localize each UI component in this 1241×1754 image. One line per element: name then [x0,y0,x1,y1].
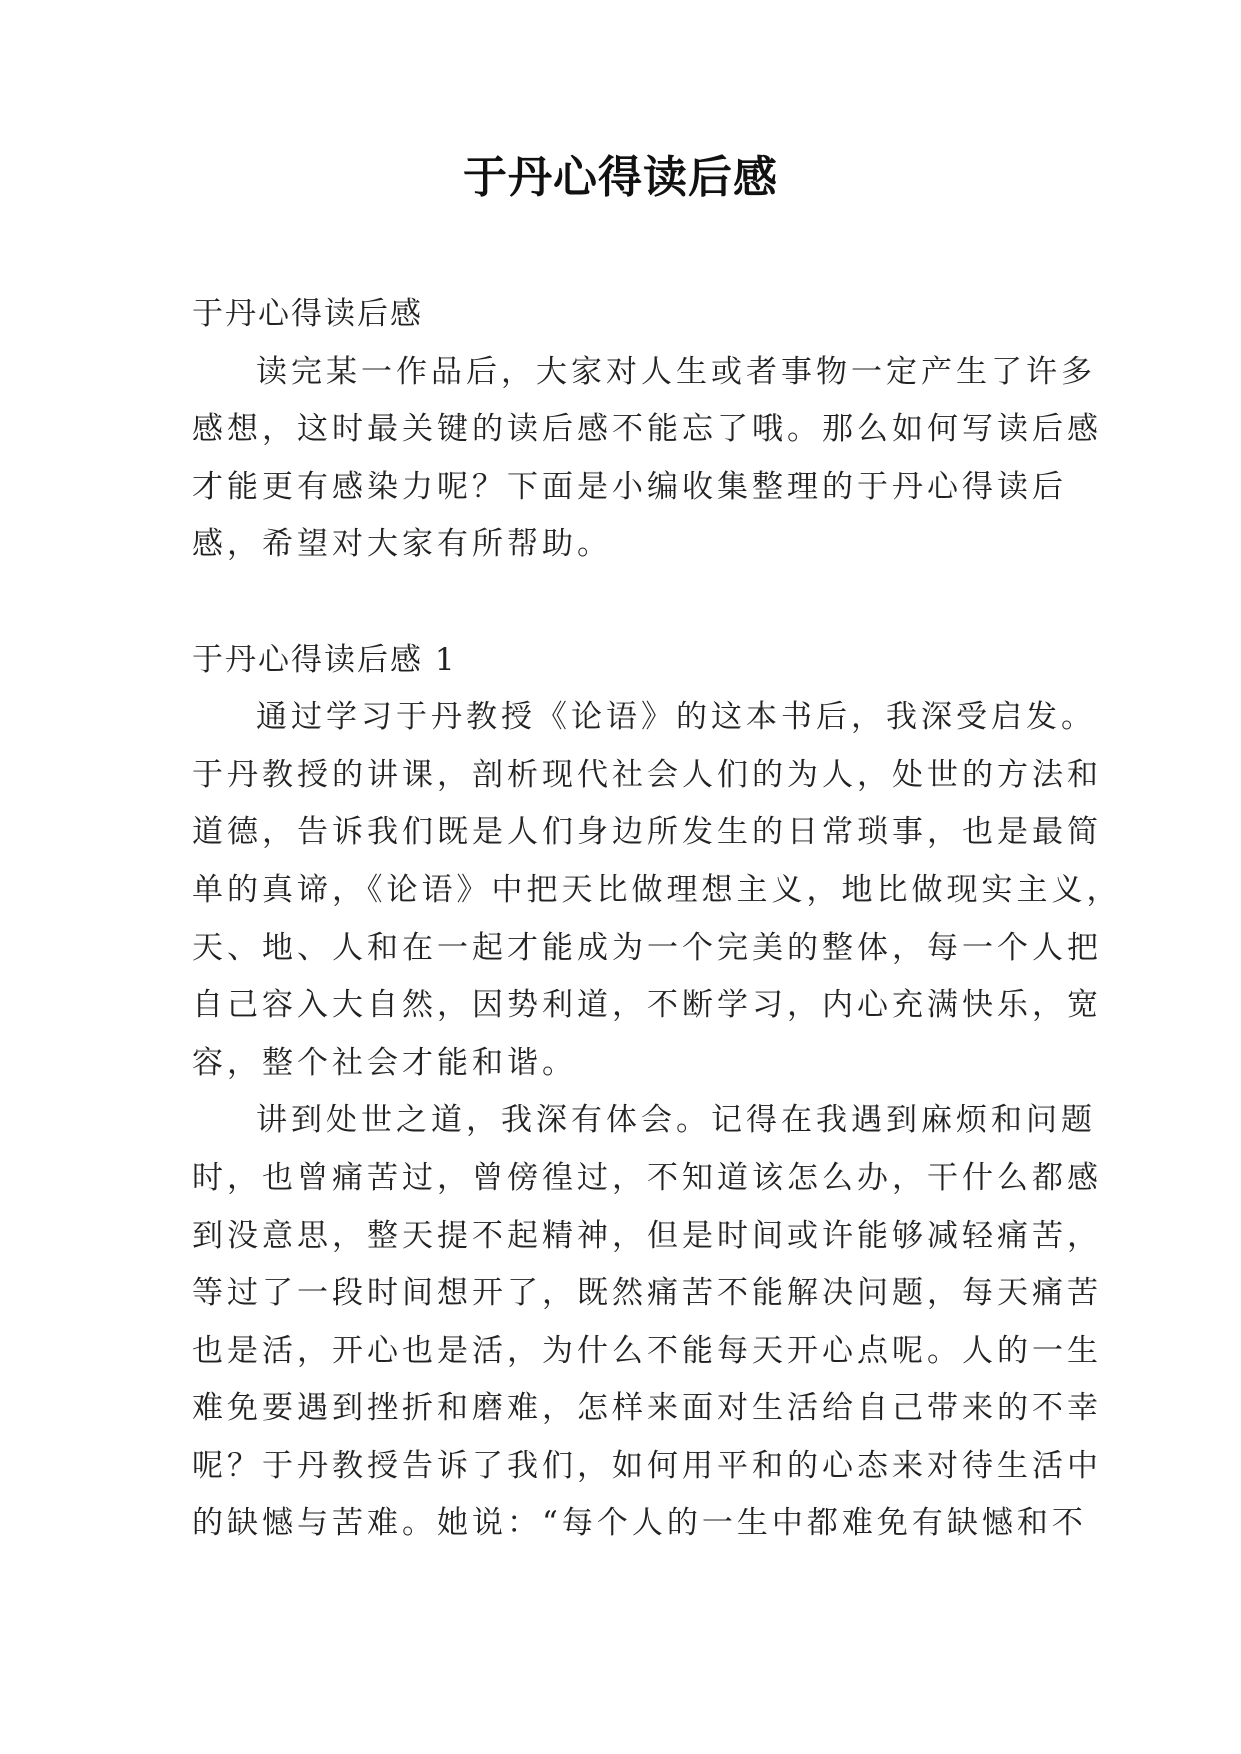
paragraph-line: 时，也曾痛苦过，曾傍徨过，不知道该怎么办，干什么都感 [192,1159,1102,1196]
section1-paragraph-1 [192,689,1122,1092]
paragraph-line: 自己容入大自然，因势利道，不断学习，内心充满快乐，宽 [192,987,1102,1024]
intro-heading: 于丹心得读后感 [192,296,423,332]
paragraph-line: 天、地、人和在一起才能成为一个完美的整体，每一个人把 [192,929,1102,966]
paragraph-line: 等过了一段时间想开了，既然痛苦不能解决问题，每天痛苦 [192,1275,1102,1312]
paragraph-line: 单的真谛，《论语》中把天比做理想主义，地比做现实主义， [192,871,1122,908]
paragraph-line: 呢？于丹教授告诉了我们，如何用平和的心态来对待生活中 [192,1447,1102,1484]
paragraph-line: 也是活，开心也是活，为什么不能每天开心点呢。人的一生 [192,1332,1102,1369]
document-body [192,286,1122,1553]
paragraph-line: 的缺憾与苦难。她说：“每个人的一生中都难免有缺憾和不 [192,1505,1087,1542]
intro-paragraph [192,344,1102,574]
paragraph-line: 容，整个社会才能和谐。 [192,1044,577,1081]
paragraph-line: 通过学习于丹教授《论语》的这本书后，我深受启发。 [256,699,1096,736]
document-title: 于丹心得读后感 [463,152,778,203]
paragraph-line: 道德，告诉我们既是人们身边所发生的日常琐事，也是最简 [192,814,1102,851]
paragraph-line: 讲到处世之道，我深有体会。记得在我遇到麻烦和问题 [256,1102,1096,1139]
paragraph-spacer [192,574,1072,632]
paragraph-line: 到没意思，整天提不起精神，但是时间或许能够减轻痛苦， [192,1217,1102,1254]
paragraph-line: 感，希望对大家有所帮助。 [192,526,612,563]
paragraph-line: 于丹教授的讲课，剖析现代社会人们的为人，处世的方法和 [192,756,1102,793]
paragraph-line: 感想，这时最关键的读后感不能忘了哦。那么如何写读后感 [192,411,1102,448]
section-heading: 于丹心得读后感 1 [192,641,457,678]
paragraph-line: 才能更有感染力呢？下面是小编收集整理的于丹心得读后 [192,468,1067,505]
section1-paragraph-2 [192,1092,1102,1553]
paragraph-line: 读完某一作品后，大家对人生或者事物一定产生了许多 [256,353,1096,390]
paragraph-line: 难免要遇到挫折和磨难，怎样来面对生活给自己带来的不幸 [192,1390,1102,1427]
